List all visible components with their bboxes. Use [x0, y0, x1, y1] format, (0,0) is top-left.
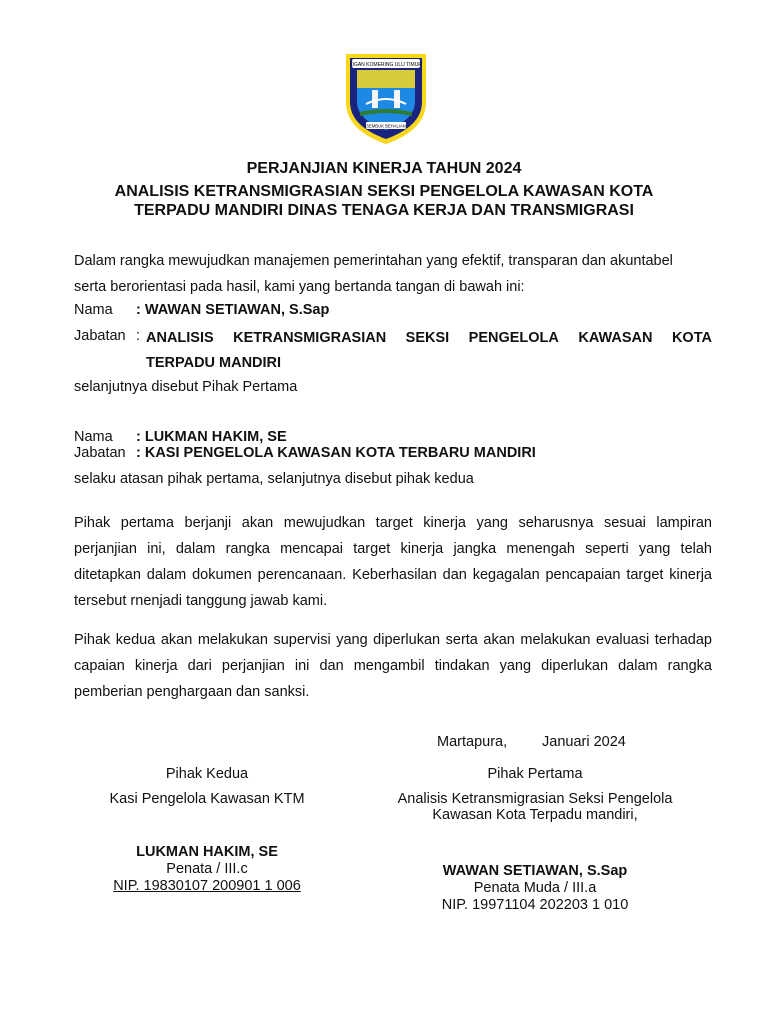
party1-position-word: SEKSI	[405, 330, 450, 346]
document-subtitle-line-1: ANALISIS KETRANSMIGRASIAN SEKSI PENGELOLA KAWASAN KOTA	[114, 183, 654, 200]
left-signatory-nip-wrap	[90, 878, 324, 895]
supervision-paragraph: Pihak kedua akan melakukan supervisi yang diperlukan serta akan melakukan evaluasi terhadap capaian kinerja dari perjanjian ini dan mengambil tindakan yang diperlukan dalam rangka pemberian penghargaan dan sanksi.	[74, 632, 712, 700]
regency-emblem-logo	[342, 50, 430, 146]
left-signatory-role: Pihak Kedua	[165, 766, 249, 782]
right-signatory-rank: Penata Muda / III.a	[473, 880, 597, 896]
party1-position-value	[146, 326, 712, 376]
party1-name-value: : WAWAN SETIAWAN, S.Sap	[136, 302, 330, 318]
right-signatory-nip: NIP. 19971104 202203 1 010	[441, 897, 629, 913]
party1-position-colon: :	[136, 328, 141, 344]
party2-name-label: Nama	[74, 429, 113, 445]
right-signatory-title-line-1: Analisis Ketransmigrasian Seksi Pengelola	[397, 791, 673, 807]
party2-name-value: : LUKMAN HAKIM, SE	[136, 429, 287, 445]
document-title: PERJANJIAN KINERJA TAHUN 2024	[246, 160, 522, 177]
document-subtitle-line-2: TERPADU MANDIRI DINAS TENAGA KERJA DAN TRANSMIGRASI	[134, 202, 634, 219]
intro-line-2: serta berorientasi pada hasil, kami yang bertanda tangan di bawah ini:	[74, 279, 525, 295]
signing-date: Januari 2024	[542, 734, 626, 750]
party1-designation: selanjutnya disebut Pihak Pertama	[74, 379, 298, 395]
logo-bottom-text: SEMBUK BEHALIAN	[366, 123, 406, 129]
commitment-paragraph: Pihak pertama berjanji akan mewujudkan target kinerja yang seharusnya sesuai lampiran perjanjian ini, dalam rangka mencapai target kinerja jangka menengah seperti yang telah ditetapkan dalam dokumen perencanaan. Keberhasilan dan kegagalan pencapaian target kinerja tersebut rnenjadi tanggung jawab kami.	[74, 515, 712, 609]
left-signatory-title: Kasi Pengelola Kawasan KTM	[109, 791, 305, 807]
party1-position-word: PENGELOLA	[468, 330, 559, 346]
left-signatory-name: LUKMAN HAKIM, SE	[136, 844, 278, 860]
logo-top-text: OGAN KOMERING ULU TIMUR	[350, 62, 422, 68]
intro-line-1: Dalam rangka mewujudkan manajemen pemerintahan yang efektif, transparan dan akuntabel	[74, 253, 673, 269]
right-signatory-name: WAWAN SETIAWAN, S.Sap	[442, 863, 628, 879]
left-signatory-rank: Penata / III.c	[166, 861, 248, 877]
party2-designation: selaku atasan pihak pertama, selanjutnya disebut pihak kedua	[74, 471, 474, 487]
party1-position-line-2: TERPADU MANDIRI	[146, 355, 282, 371]
right-signatory-title-line-2: Kawasan Kota Terpadu mandiri,	[432, 807, 638, 823]
right-signatory-role: Pihak Pertama	[487, 766, 583, 782]
left-signatory-nip: NIP. 19830107 200901 1 006	[113, 878, 301, 894]
party1-position-word: ANALISIS	[146, 330, 214, 346]
party2-position-label: Jabatan	[74, 445, 126, 461]
party1-position-word: KETRANSMIGRASIAN	[233, 330, 387, 346]
party2-position-value: : KASI PENGELOLA KAWASAN KOTA TERBARU MANDIRI	[136, 445, 536, 461]
party1-position-word: KAWASAN	[578, 330, 653, 346]
party1-name-label: Nama	[74, 302, 113, 318]
party1-position-word: KOTA	[671, 330, 712, 346]
party1-position-label: Jabatan	[74, 328, 126, 344]
signing-place: Martapura,	[437, 734, 508, 750]
